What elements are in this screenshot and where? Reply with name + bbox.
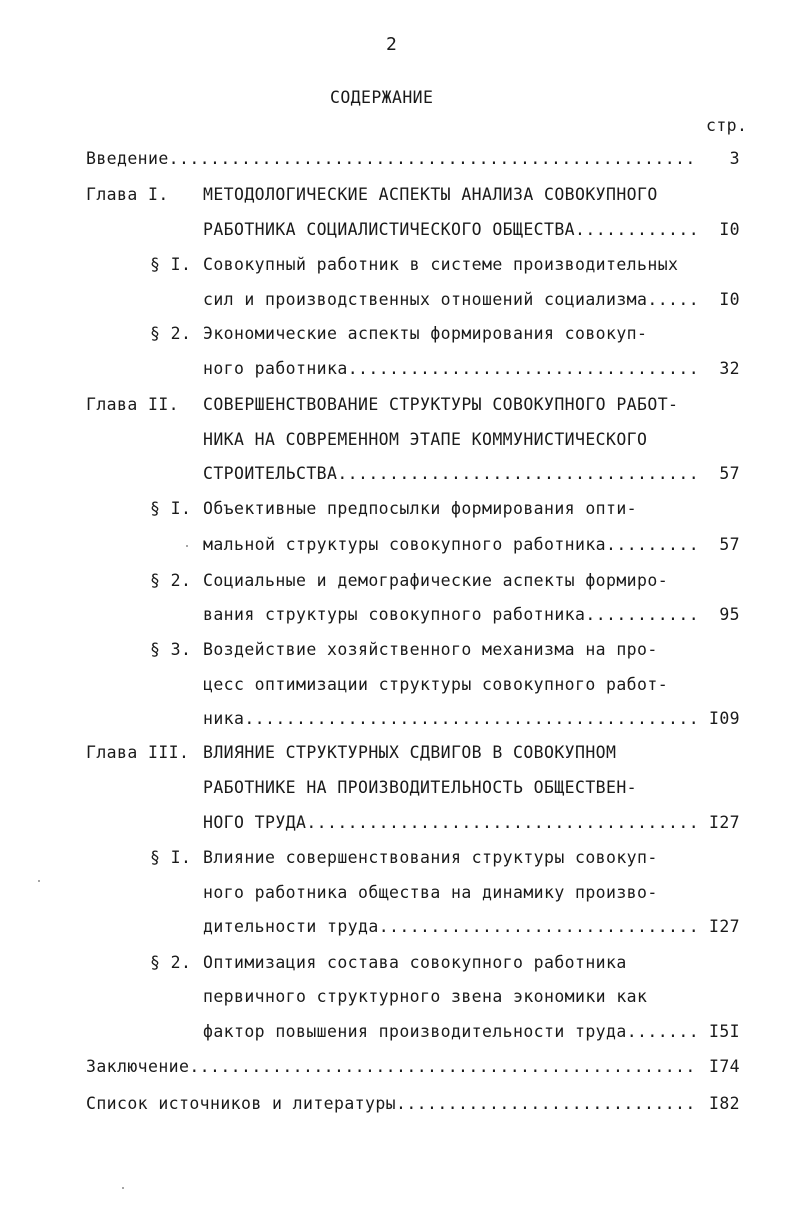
toc-line: вания структуры совокупного работника [203,605,586,624]
toc-line: Экономические аспекты формирования совокуп- [203,324,648,343]
leader-dots [348,357,698,381]
toc-entry-ch1s2 [203,357,698,381]
toc-line: мальной структуры совокупного работника [203,535,607,554]
toc-line: цесс оптимизации структуры совокупного работ- [203,675,669,694]
toc-line: РАБОТНИКЕ НА ПРОИЗВОДИТЕЛЬНОСТЬ ОБЩЕСТВЕН- [203,778,638,797]
toc-entry-ch3 [203,811,698,835]
scan-speck [38,880,40,882]
chapter-label: Глава III. [86,743,190,762]
page-title: СОДЕРЖАНИЕ [330,88,434,107]
toc-entry-ch1s1 [203,288,698,312]
section-label: § 2. [150,953,192,972]
chapter-label: Глава II. [86,395,180,414]
toc-entry-ch1 [203,218,698,242]
section-label: § 3. [150,640,192,659]
chapter-label: Глава I. [86,185,169,204]
toc-page-number: I5I [708,1022,740,1041]
toc-line: Социальные и демографические аспекты формиро- [203,571,669,590]
section-label: § 2. [150,324,192,343]
toc-line: Совокупный работник в системе производительных [203,255,679,274]
toc-page-number: 32 [719,359,740,378]
toc-line: СТРОИТЕЛЬСТВА [203,464,338,483]
toc-line: ника [203,709,245,728]
toc-line: СОВЕРШЕНСТВОВАНИЕ СТРУКТУРЫ СОВОКУПНОГО РАБОТ- [203,395,679,414]
leader-dots [337,462,698,486]
toc-line: Воздействие хозяйственного механизма на про- [203,640,658,659]
toc-line: Объективные предпосылки формирования опти- [203,499,638,518]
toc-page-number: I0 [719,290,740,309]
toc-line: Влияние совершенствования структуры совокуп- [203,848,658,867]
toc-page-number: I82 [708,1094,740,1113]
toc-entry-ch3s2 [203,1020,698,1044]
toc-page-number: 57 [719,464,740,483]
scan-speck [122,1187,124,1189]
leader-dots [306,811,698,835]
toc-entry-sources [86,1092,698,1116]
toc-line: ВЛИЯНИЕ СТРУКТУРНЫХ СДВИГОВ В СОВОКУПНОМ [203,743,617,762]
section-label: § I. [150,255,192,274]
toc-line: Оптимизация состава совокупного работника [203,953,627,972]
toc-entry-title: Список источников и литературы [86,1094,397,1113]
toc-line: сил и производственных отношений социализма [203,290,648,309]
section-label: § I. [150,499,192,518]
toc-entry-ch3s1 [203,915,698,939]
toc-line: ного работника общества на динамику произво- [203,883,658,902]
toc-line: фактор повышения производительности труда [203,1022,627,1041]
toc-line: НИКА НА СОВРЕМЕННОМ ЭТАПЕ КОММУНИСТИЧЕСКОГО [203,430,648,449]
toc-page-number: 95 [719,605,740,624]
leader-dots [169,147,698,171]
page-number: 2 [386,34,398,55]
toc-line: дительности труда [203,917,379,936]
section-label: § 2. [150,571,192,590]
toc-page-number: 57 [719,535,740,554]
toc-entry-ch2s3 [203,707,698,731]
toc-page-number: I27 [708,917,740,936]
toc-entry-intro [86,147,698,171]
toc-page-number: 3 [729,149,740,168]
toc-line: первичного структурного звена экономики как [203,987,648,1006]
toc-line: МЕТОДОЛОГИЧЕСКИЕ АСПЕКТЫ АНАЛИЗА СОВОКУПНОГО [203,185,658,204]
toc-entry-ch2 [203,462,698,486]
leader-dots [244,707,698,731]
toc-entry-title: Введение [86,149,169,168]
toc-page-number: I09 [708,709,740,728]
toc-page-number: I0 [719,220,740,239]
leader-dots [396,1092,698,1116]
toc-line: ного работника [203,359,348,378]
toc-line: НОГО ТРУДА [203,813,307,832]
toc-page-number: I74 [708,1057,740,1076]
toc-entry-ch2s1 [203,533,698,557]
scan-speck [186,545,188,547]
toc-line: РАБОТНИКА СОЦИАЛИСТИЧЕСКОГО ОБЩЕСТВА [203,220,576,239]
page-column-header: стр. [706,116,748,135]
leader-dots [379,915,698,939]
toc-page-number: I27 [708,813,740,832]
leader-dots [189,1055,698,1079]
toc-entry-title: Заключение [86,1057,190,1076]
section-label: § I. [150,848,192,867]
toc-entry-ch2s2 [203,603,698,627]
toc-entry-conclusion [86,1055,698,1079]
